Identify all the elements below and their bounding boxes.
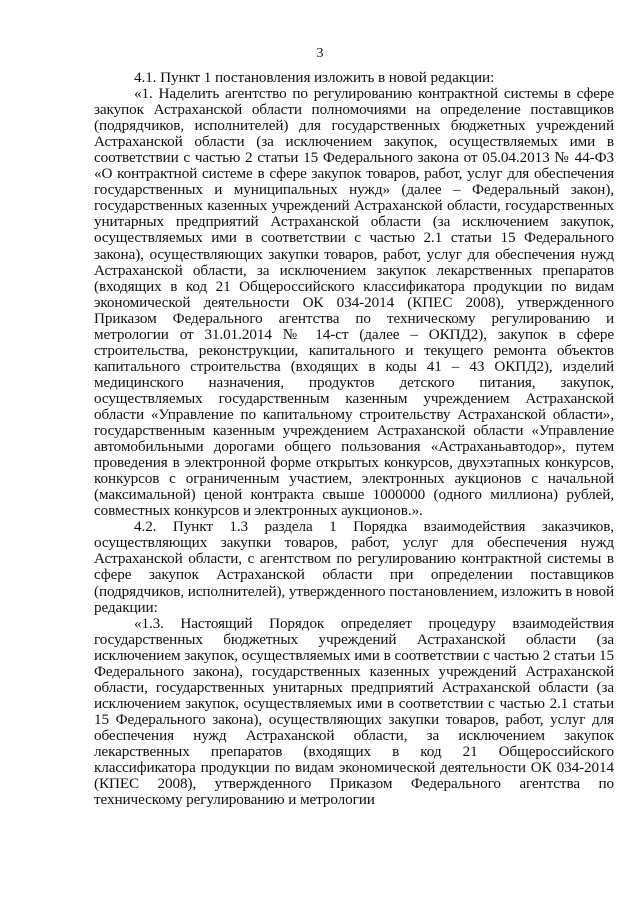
page-number: 3	[316, 46, 324, 61]
paragraph-4-2-heading: 4.2. Пункт 1.3 раздела 1 Порядка взаимодействия заказчиков, осуществляющих закупки товаров, работ, услуг для обеспечения нужд Астраханской области, с агентством по регулированию контрактной системы в сфере закупок Астраханской области при определении поставщиков (подрядчиков, исполнителей), утвержденного постановлением, изложить в новой редакции:	[94, 518, 615, 616]
paragraph-4-1-heading: 4.1. Пункт 1 постановления изложить в новой редакции:	[134, 69, 495, 86]
paragraph-clause-1-3-text: «1.3. Настоящий Порядок определяет процедуру взаимодействия государственных бюджетных учреждений Астраханской области (за исключением закупок, осуществляемых ими в соответствии с частью 2 статьи 15 Федерального закона), государственных казенных учреждений Астраханской области, государственных унитарных предприятий Астраханской области (за исключением закупок, осуществляемых ими в соответствии с частью 2.1 статьи 15 Федерального закона), осуществляющих закупки товаров, работ, услуг для обеспечения нужд Астраханской области, за исключением закупок лекарственных препаратов (входящих в код 21 Общероссийского классификатора продукции по видам экономической деятельности ОК 034-2014 (КПЕС 2008), утвержденного Приказом Федерального агентства по техническому регулированию и метрологии	[94, 614, 614, 809]
document-body	[94, 70, 614, 808]
paragraph-clause-1-text: «1. Наделить агентство по регулированию контрактной системы в сфере закупок Астраханской области полномочиями на определение поставщиков (подрядчиков, исполнителей) для государственных бюджетных учреждений Астраханской области (за исключением закупок, осуществляемых ими в соответствии с частью 2 статьи 15 Федерального закона от 05.04.2013 № 44-ФЗ «О контрактной системе в сфере закупок товаров, работ, услуг для обеспечения государственных и муниципальных нужд» (далее – Федеральный закон), государственных казенных учреждений Астраханской области, государственных унитарных предприятий Астраханской области (за исключением закупок, осуществляемых ими в соответствии с частью 2.1 статьи 15 Федерального закона), осуществляющих закупки товаров, работ, услуг для обеспечения нужд Астраханской области, за исключением закупок лекарственных препаратов (входящих в код 21 Общероссийского классификатора продукции по видам экономической деятельности ОК 034-2014 (КПЕС 2008), утвержденного Приказом Федерального агентства по техническому регулированию и метрологии от 31.01.2014 № 14-ст (далее – ОКПД2), закупок в сфере строительства, реконструкции, капитального и текущего ремонта объектов капитального строительства (входящих в коды 41 – 43 ОКПД2), изделий медицинского назначения, продуктов детского питания, закупок, осуществляемых государственным казенным учреждением Астраханской области «Управление по капитальному строительству Астраханской области», государственным казенным учреждением Астраханской области «Управление автомобильными дорогами общего пользования «Астраханьавтодор», путем проведения в электронной форме открытых конкурсов, двухэтапных конкурсов, конкурсов с ограниченным участием, электронных аукционов с начальной (максимальной) ценой контракта свыше 1000000 (одного миллиона) рублей, совместных конкурсов и электронных аукционов.».	[94, 85, 614, 520]
